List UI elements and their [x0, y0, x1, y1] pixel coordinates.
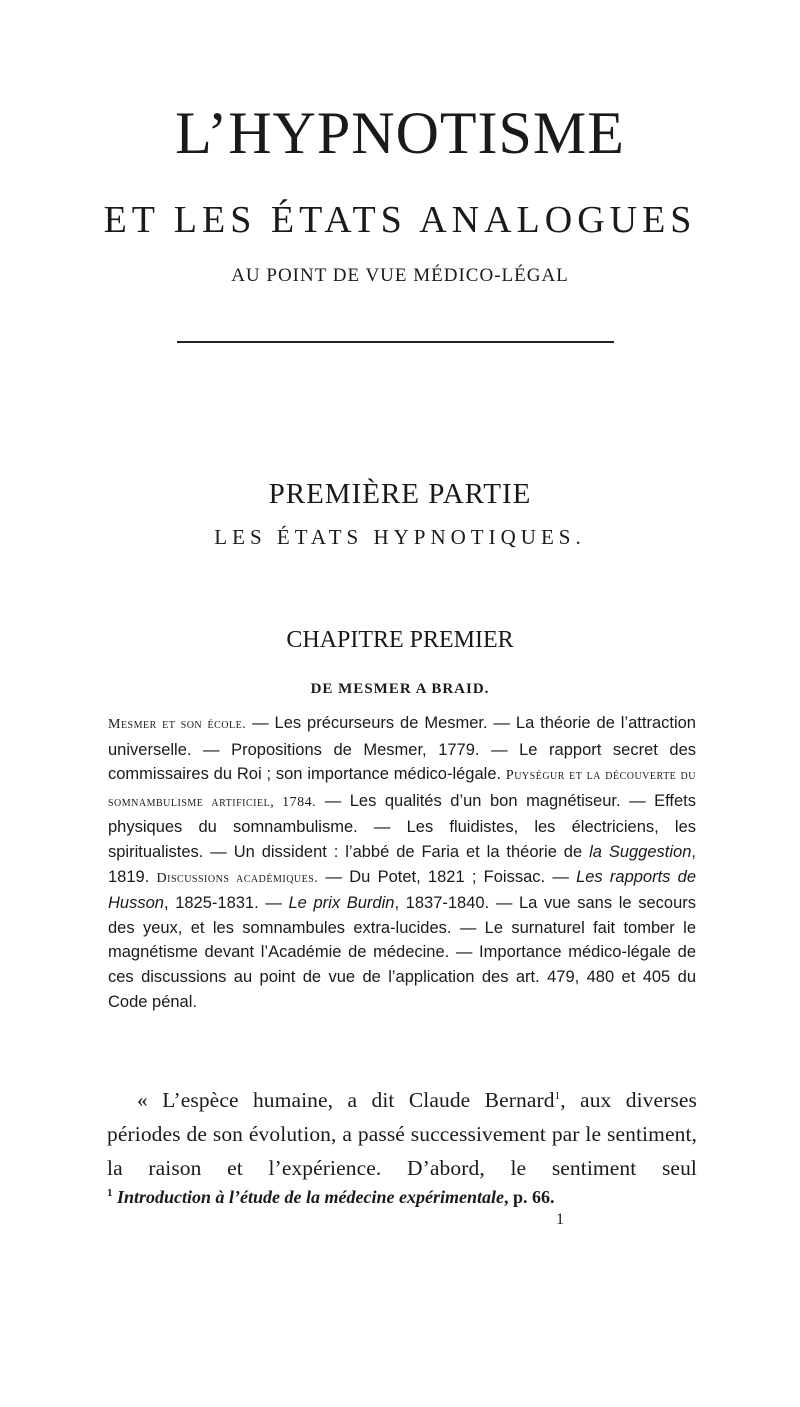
chapter-summary [108, 711, 696, 1014]
summary-text-faria-year: , 1819. [108, 842, 696, 886]
summary-text-husson-years: , 1825-1831. — [163, 894, 289, 913]
chapter-title: CHAPITRE PREMIER [286, 627, 514, 653]
footnote-title: Introduction à l’étude de la médecine expérimentale [117, 1187, 504, 1207]
book-title: L’HYPNOTISME [175, 100, 625, 166]
summary-text-puysegur: — Les qualités d’un bon magnétiseur. — Effets physiques du somnambulisme. — Les fluidistes, les électriciens, les spiritualistes. — Un dissident : l’abbé de Faria et la théorie de [108, 791, 697, 861]
title-rule [177, 341, 614, 343]
book-tagline: AU POINT DE VUE MÉDICO-LÉGAL [231, 265, 569, 286]
body-text-opening: « L’espèce humaine, a dit Claude Bernard [137, 1088, 555, 1112]
footnote-marker: 1 [107, 1187, 113, 1199]
summary-italic-burdin: Le prix Burdin [288, 894, 395, 913]
footnote-page: , p. 66. [503, 1187, 555, 1207]
summary-italic-suggestion: la Suggestion [589, 842, 692, 861]
summary-italic-husson: Les rapports de Husson [108, 867, 697, 913]
footnote [107, 1186, 697, 1208]
body-text [107, 1083, 697, 1185]
book-subtitle: ET LES ÉTATS ANALOGUES [103, 199, 697, 241]
summary-heading-discussions: Discussions académiques. [156, 870, 319, 886]
page-number: 1 [556, 1211, 564, 1228]
footnote-reference: 1 [554, 1089, 561, 1102]
summary-heading-puysegur: Puységur et la découverte du somnambulisme artificiel, 1784. [108, 768, 696, 810]
body-paragraph [107, 1083, 697, 1185]
summary-heading-mesmer: Mesmer et son école. [108, 717, 247, 732]
summary-text-mesmer: — Les précurseurs de Mesmer. — La théorie de l’attraction universelle. — Propositions de Mesmer, 1779. — Le rapport secret des commissaires du Roi ; son importance médico-légale. [108, 714, 696, 784]
chapter-subtitle: DE MESMER A BRAID. [310, 681, 490, 697]
body-text-continuation: , aux diverses périodes de son évolution, a passé successivement par le sentiment, la raison et l’expérience. D’abord, le sentiment seul [107, 1088, 697, 1180]
summary-text-dupotet: — Du Potet, 1821 ; Foissac. — [318, 867, 577, 886]
part-title: PREMIÈRE PARTIE [268, 478, 532, 510]
summary-text-closing: , 1837-1840. — La vue sans le secours des yeux, et les somnambules extra-lucides. — Le surnaturel fait tomber le magnétisme devant l’Académie de médecine. — Importance médico-légale de ces discussions au point de vue de l’application des art. 479, 480 et 405 du Code pénal. [108, 894, 697, 1011]
part-subtitle: LES ÉTATS HYPNOTIQUES. [214, 525, 586, 549]
